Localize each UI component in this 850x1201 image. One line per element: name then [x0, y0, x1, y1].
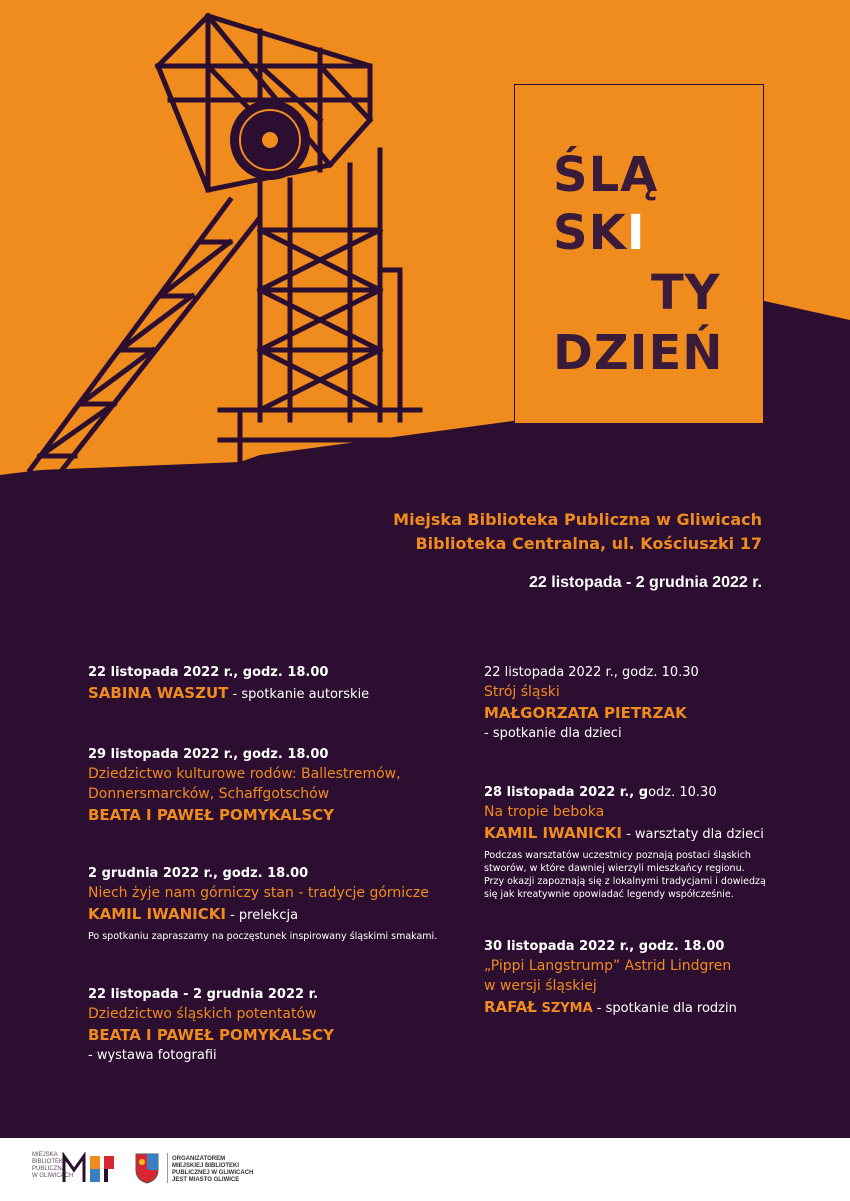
event-subtitle: - wystawa fotografii: [88, 1048, 217, 1063]
title-line-2: SKI: [553, 205, 646, 261]
title-line-4: DZIEŃ: [553, 325, 724, 381]
mbp-logo: [60, 1152, 120, 1184]
event-note: Po spotkaniu zapraszamy na poczęstunek inspirowany śląskimi smakami.: [88, 931, 438, 942]
event-date: 2 grudnia 2022 r., godz. 18.00: [88, 866, 309, 881]
event-date: 22 listopada 2022 r., godz. 10.30: [484, 665, 699, 680]
footer-divider: [167, 1153, 168, 1183]
event-speaker: RAFAŁ SZYMA - spotkanie dla rodzin: [484, 998, 737, 1016]
event-speaker: MAŁGORZATA PIETRZAK: [484, 704, 687, 722]
event-dziedzictwo-rodow: [88, 745, 401, 826]
event-gornicze-tradycje: [88, 864, 437, 943]
gliwice-crest-icon: [134, 1152, 160, 1184]
event-title: Niech żyje nam górniczy stan - tradycje górnicze: [88, 885, 429, 901]
festival-dates: 22 listopada - 2 grudnia 2022 r.: [529, 574, 762, 591]
event-speaker: KAMIL IWANICKI - warsztaty dla dzieci: [484, 824, 764, 842]
organizer-text: ORGANIZATOREM MIEJSKIEJ BIBLIOTEKI PUBLICZNEJ W GLIWICACH JEST MIASTO GLIWICE: [172, 1156, 254, 1183]
event-speaker: BEATA I PAWEŁ POMYKALSCY: [88, 806, 335, 824]
event-title-cont: w wersji śląskiej: [484, 978, 597, 994]
event-sabina-waszut: [88, 663, 369, 706]
event-tropie-beboka: [484, 783, 766, 901]
event-speaker: BEATA I PAWEŁ POMYKALSCY: [88, 1026, 335, 1044]
event-date: 22 listopada 2022 r., godz. 18.00: [88, 665, 329, 680]
event-title: Strój śląski: [484, 684, 560, 700]
event-date: 22 listopada - 2 grudnia 2022 r.: [88, 987, 319, 1002]
event-date: 29 listopada 2022 r., godz. 18.00: [88, 747, 329, 762]
event-speaker: KAMIL IWANICKI - prelekcja: [88, 905, 299, 923]
title-box: [514, 84, 764, 424]
event-subtitle: - spotkanie dla dzieci: [484, 726, 622, 741]
event-date: 30 listopada 2022 r., godz. 18.00: [484, 939, 725, 954]
event-date: 28 listopada 2022 r., godz. 10.30: [484, 785, 717, 800]
event-stroj-slaski: [484, 663, 699, 743]
event-title: „Pippi Langstrump” Astrid Lindgren: [484, 958, 732, 974]
venue-line-1: Miejska Biblioteka Publiczna w Gliwicach: [393, 510, 762, 529]
title-line-1: ŚLĄ: [553, 147, 659, 203]
event-title: Dziedzictwo śląskich potentatów: [88, 1006, 317, 1022]
event-title: Na tropie beboka: [484, 804, 605, 820]
event-pippi: [484, 937, 737, 1020]
event-wystawa: [88, 985, 334, 1065]
library-name-small: MIEJSKA BIBLIOTEKA PUBLICZNA W GLIWICACH: [32, 1152, 74, 1179]
venue-info: [393, 508, 762, 556]
event-speaker: SABINA WASZUT - spotkanie autorskie: [88, 684, 370, 702]
event-title: Dziedzictwo kulturowe rodów: Ballestremów,: [88, 766, 401, 782]
event-title-cont: Donnersmarcków, Schaffgotschów: [88, 786, 330, 802]
venue-line-2: Biblioteka Centralna, ul. Kościuszki 17: [415, 534, 762, 553]
title-line-3: TY: [651, 265, 721, 321]
footer: [0, 1138, 850, 1201]
event-note: Podczas warsztatów uczestnicy poznają postaci śląskich stworów, w które dawniej wierzyli mieszkańcy regionu. Przy okazji zapoznają się z lokalnymi tradycjami i dowiedzą się jak kreatywnie opowiadać legendy współcześnie.: [484, 850, 766, 900]
